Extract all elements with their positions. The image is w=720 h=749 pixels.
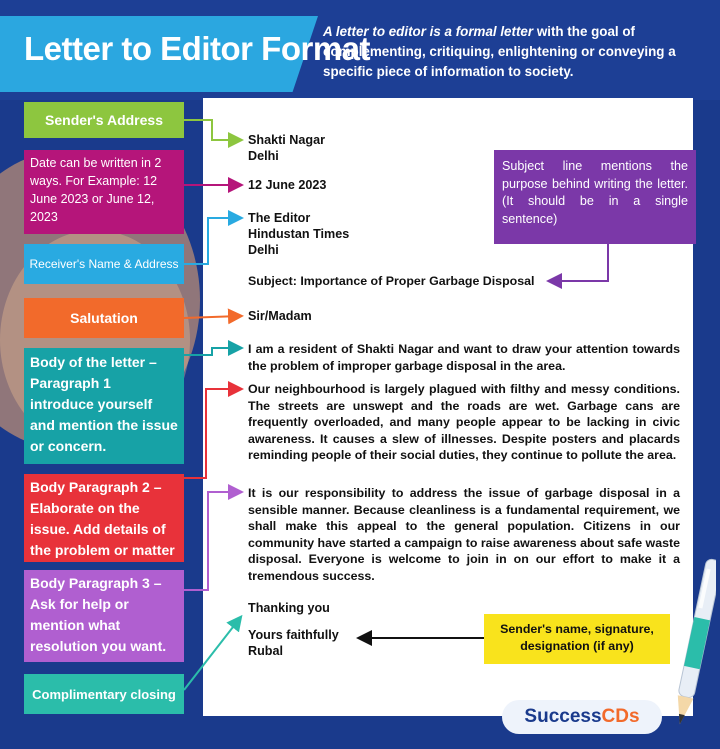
intro-rest: with the goal of complementing, critiquing, enlightening or conveying a specific piece of information to society. bbox=[323, 24, 676, 79]
connector-receiver bbox=[184, 218, 240, 264]
brand-logo bbox=[502, 700, 662, 734]
sender-line-1: Shakti Nagar bbox=[248, 133, 325, 147]
subject-line: Subject: Importance of Proper Garbage Disposal bbox=[248, 274, 535, 288]
connector-body3 bbox=[184, 492, 240, 590]
sender-address bbox=[248, 132, 325, 164]
brand-part-2: CDs bbox=[601, 706, 640, 727]
connector-body2 bbox=[184, 389, 240, 478]
receiver-line-2: Hindustan Times bbox=[248, 227, 350, 241]
connector-sender bbox=[184, 120, 240, 140]
letter-date: 12 June 2023 bbox=[248, 178, 327, 192]
pen-icon bbox=[676, 548, 716, 748]
label-receiver: Receiver's Name & Address bbox=[24, 244, 184, 284]
salutation-text: Sir/Madam bbox=[248, 309, 312, 323]
label-body-paragraph-1: Body of the letter – Paragraph 1 introduce yourself and mention the issue or concern. bbox=[24, 348, 184, 464]
connector-closing bbox=[184, 618, 240, 690]
connector-salutation bbox=[184, 316, 240, 318]
sender-name: Rubal bbox=[248, 644, 283, 658]
signoff-text: Yours faithfully bbox=[248, 628, 339, 642]
intro-emphasis: A letter to editor is a formal letter bbox=[323, 24, 534, 39]
label-senders-address: Sender's Address bbox=[24, 102, 184, 138]
label-body-paragraph-2: Body Paragraph 2 – Elaborate on the issue. Add details of the problem or matter bbox=[24, 474, 184, 562]
brand-part-1: Success bbox=[524, 706, 602, 727]
paragraph-3: It is our responsibility to address the issue of garbage disposal in a sensible manner. Because cleanliness is a fundamental requirement, we shall make this appeal to the general population. Citizens in our community have started a campaign to raise awareness about safe waste disposal. Everyone is welcome to join in on our effort to make it a tremendous success. bbox=[248, 486, 680, 583]
callout-subject: Subject line mentions the purpose behind writing the letter. (It should be in a single sentence) bbox=[494, 150, 696, 244]
paragraph-2: Our neighbourhood is largely plagued with filthy and messy conditions. The streets are unswept and the roads are wet. Garbage cans are frequently overloaded, and many people appear to be lacking in civic awareness. It causes a slew of illnesses. Despite posters and placards reminding people of their social duties, they continue to pollute the area. bbox=[248, 382, 680, 462]
label-date-note: Date can be written in 2 ways. For Example: 12 June 2023 or June 12, 2023 bbox=[24, 150, 184, 234]
paragraph-1: I am a resident of Shakti Nagar and want to draw your attention towards the problem of improper garbage disposal in the area. bbox=[248, 342, 680, 373]
callout-signature: Sender's name, signature, designation (if any) bbox=[484, 614, 670, 664]
label-complimentary-closing: Complimentary closing bbox=[24, 674, 184, 714]
closing-text: Thanking you bbox=[248, 601, 330, 615]
receiver-line-3: Delhi bbox=[248, 243, 279, 257]
page-title: Letter to Editor Format bbox=[24, 30, 371, 67]
sender-line-2: Delhi bbox=[248, 149, 279, 163]
connector-body1 bbox=[184, 348, 240, 355]
signoff-block bbox=[248, 627, 339, 659]
receiver-line-1: The Editor bbox=[248, 211, 311, 225]
connector-subject bbox=[550, 244, 608, 281]
label-body-paragraph-3: Body Paragraph 3 – Ask for help or mention what resolution you want. bbox=[24, 570, 184, 662]
receiver-address bbox=[248, 210, 349, 258]
label-salutation: Salutation bbox=[24, 298, 184, 338]
